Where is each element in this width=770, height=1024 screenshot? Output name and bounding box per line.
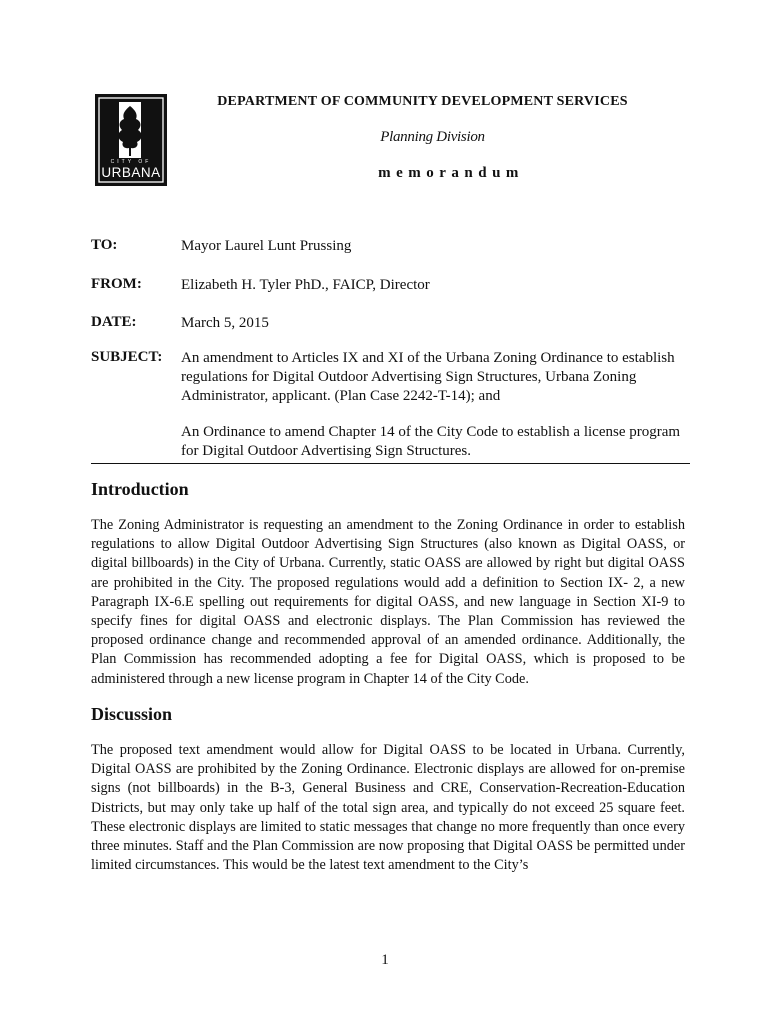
- logo-name-text: URBANA: [101, 165, 161, 180]
- city-logo: [95, 94, 167, 186]
- subject-value: An amendment to Articles IX and XI of the Urbana Zoning Ordinance to establish regulations for Digital Outdoor Advertising Sign Structures, Urbana Zoning Administrator, applicant. (Plan Case 2242-T-14); and: [181, 350, 675, 404]
- discussion-paragraph: The proposed text amendment would allow for Digital OASS to be located in Urbana. Currently, Digital OASS are prohibited by the Zoning Ordinance. Electronic displays are allowed for on-premise signs (not billboards) in the B-3, General Business and CRE, Conservation-Recreation-Education Districts, but may only take up half of the total sign area, and typically do not exceed 25 square feet. These electronic displays are limited to static messages that change no more frequently than once every three minutes. Staff and the Plan Commission are now proposing that Digital OASS be permitted under limited circumstances. This would be the latest text amendment to the City’s: [91, 742, 685, 874]
- discussion-heading: Discussion: [91, 704, 173, 724]
- date-label: DATE:: [91, 314, 137, 330]
- to-value: Mayor Laurel Lunt Prussing: [181, 238, 352, 254]
- introduction-heading: Introduction: [91, 479, 189, 499]
- page-number: 1: [381, 952, 389, 968]
- from-value: Elizabeth H. Tyler PhD., FAICP, Director: [181, 277, 430, 293]
- document-type: memorandum: [378, 165, 524, 181]
- date-value: March 5, 2015: [181, 315, 269, 331]
- logo-city-text: CITY OF: [110, 159, 152, 165]
- from-label: FROM:: [91, 276, 142, 292]
- subject-label: SUBJECT:: [91, 349, 163, 365]
- department-title: DEPARTMENT OF COMMUNITY DEVELOPMENT SERVICES: [217, 94, 628, 109]
- introduction-paragraph: The Zoning Administrator is requesting an amendment to the Zoning Ordinance in order to establish regulations to allow Digital Outdoor Advertising Sign Structures (also known as Digital OASS, or digital billboards) in the City of Urbana. Currently, static OASS are allowed by right but digital OASS are prohibited in the City. The proposed regulations would add a definition to Section IX- 2, a new Paragraph IX-6.E spelling out requirements for digital OASS, and new language in Section XI-9 to specify fines for digital OASS and electronic displays. The Plan Commission has reviewed the proposed ordinance change and recommended approval of an amended ordinance. Additionally, the Plan Commission has recommended adopting a fee for Digital OASS, which is proposed to be administered through a new license program in Chapter 14 of the City Code.: [91, 517, 685, 687]
- header-divider: [91, 463, 690, 464]
- subject-value-continued: An Ordinance to amend Chapter 14 of the City Code to establish a license program for Digital Outdoor Advertising Sign Structures.: [181, 424, 681, 459]
- division-title: Planning Division: [380, 129, 485, 145]
- to-label: TO:: [91, 237, 118, 253]
